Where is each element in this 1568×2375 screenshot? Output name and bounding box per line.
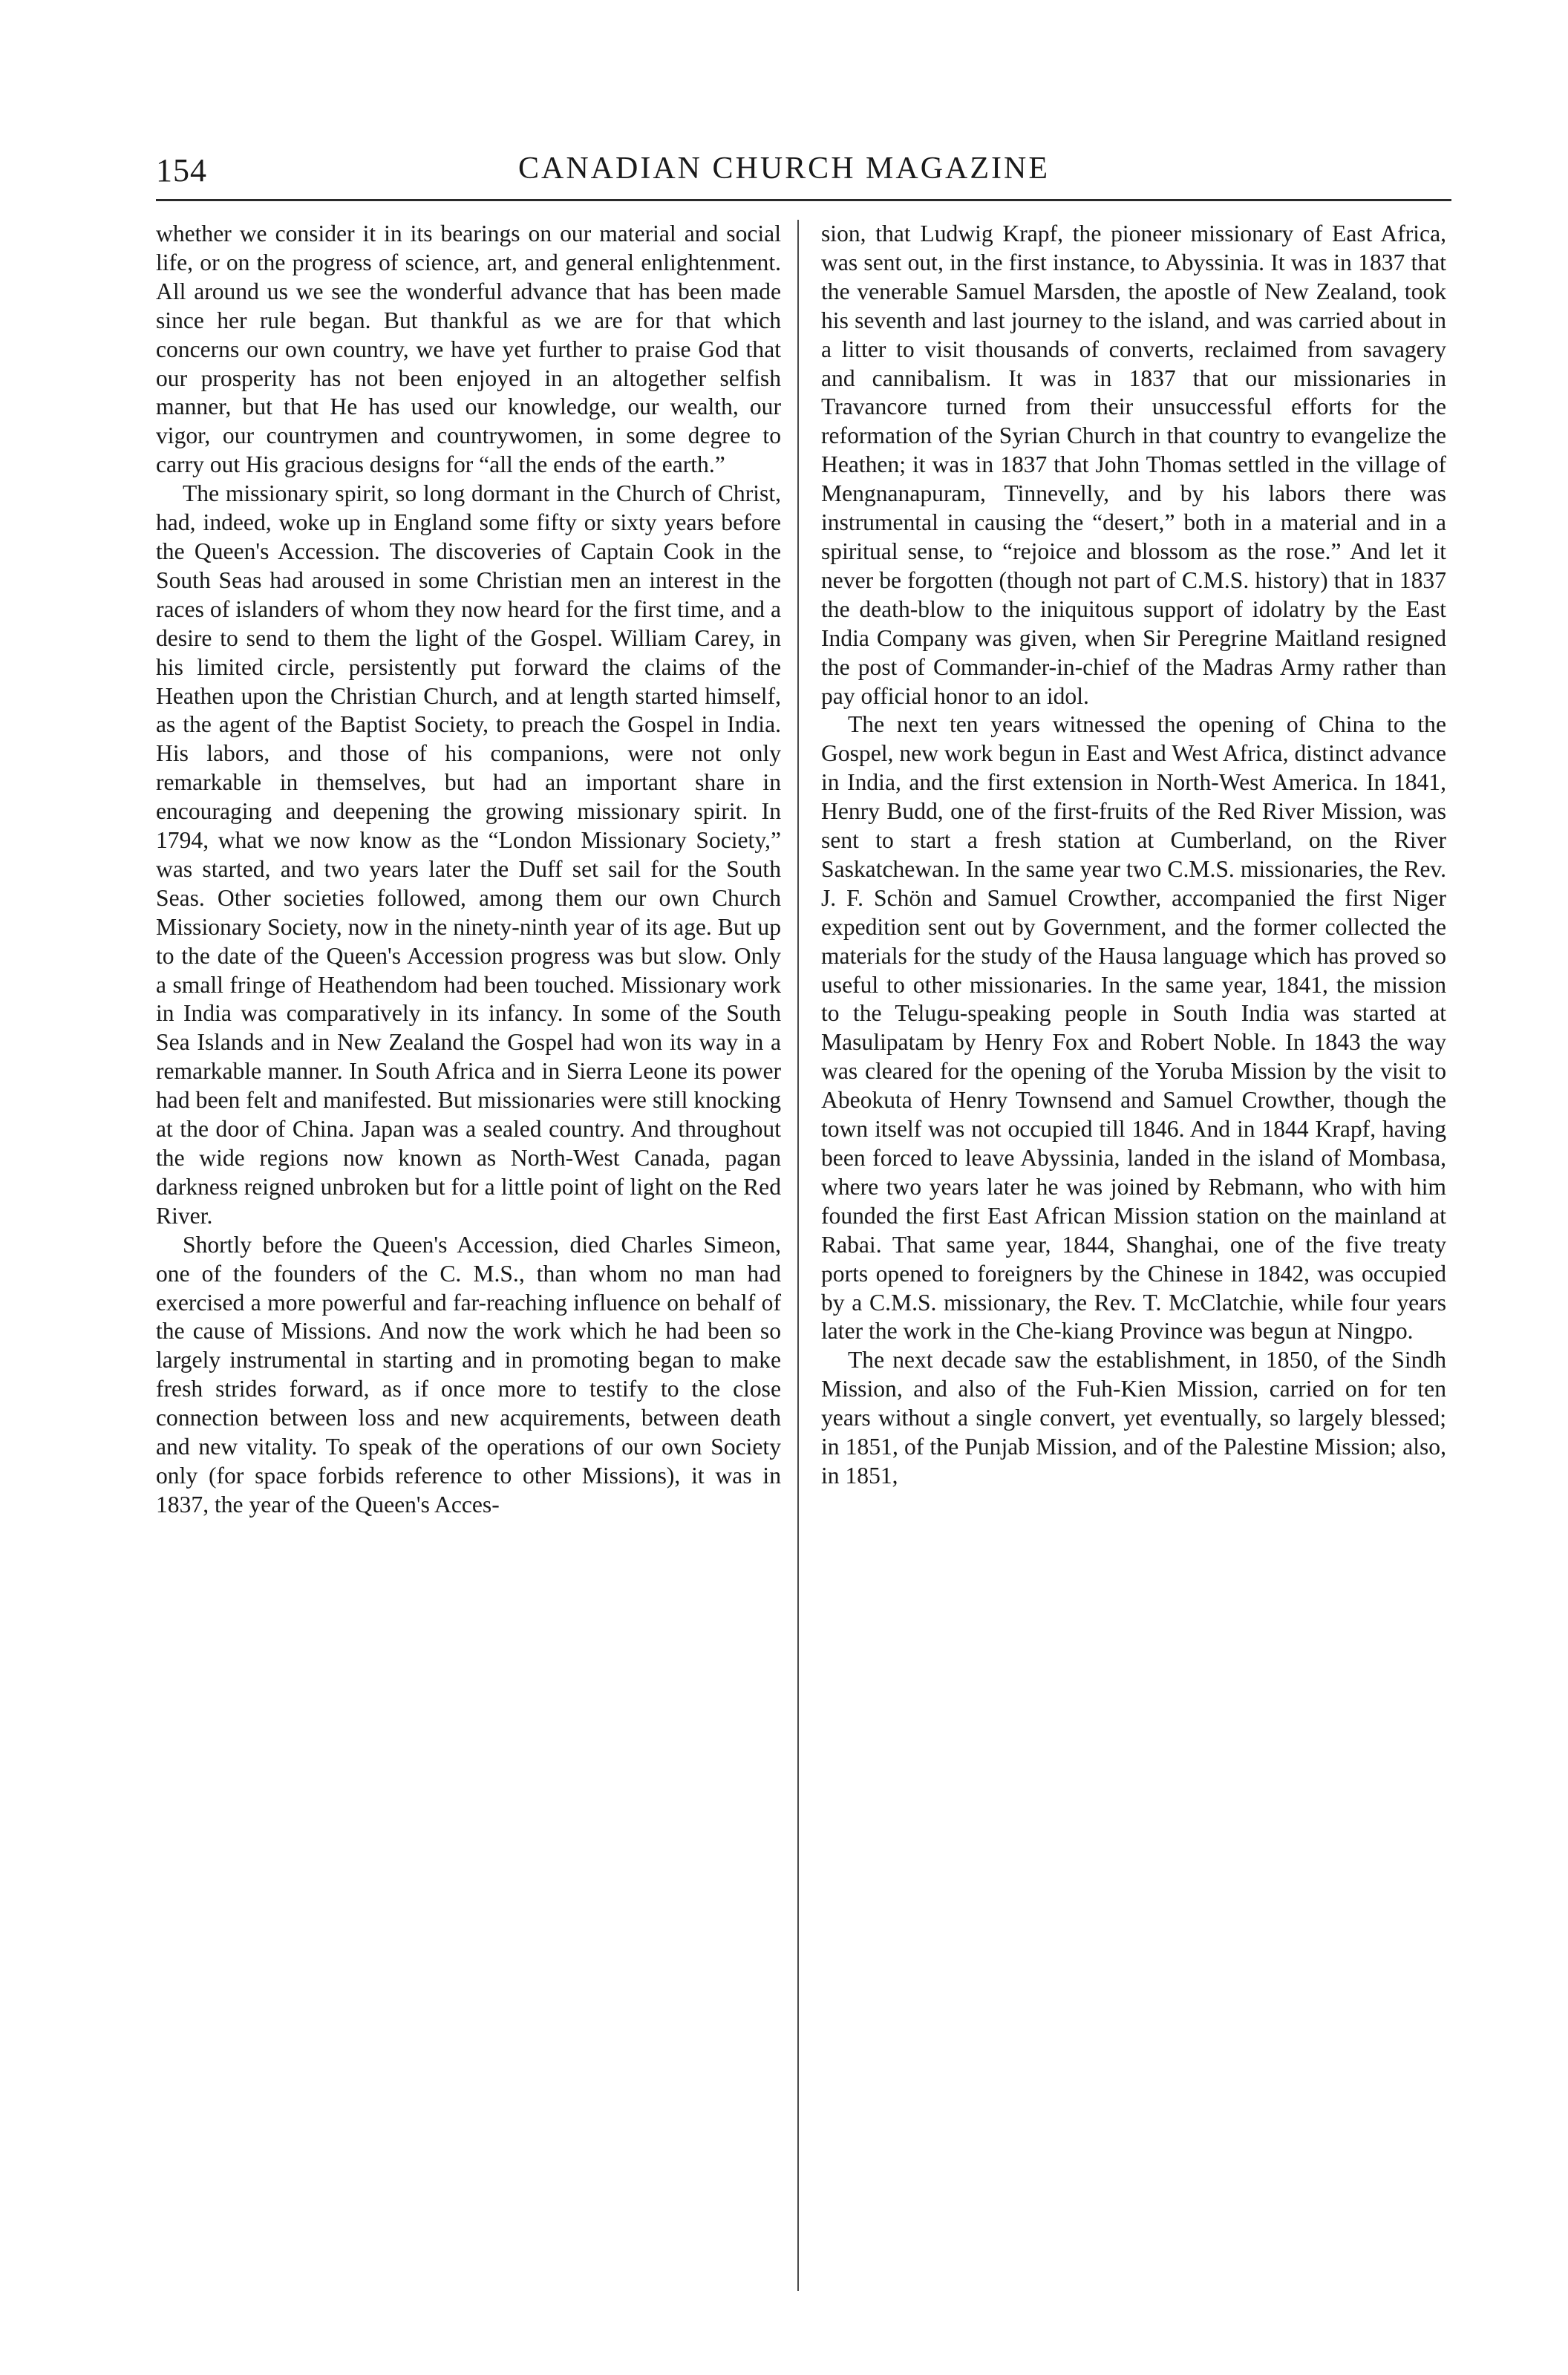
column-divider: [797, 220, 799, 2291]
header-rule: [156, 199, 1451, 201]
paragraph: The missionary spirit, so long dormant in the Church of Christ, had, indeed, woke up in England some fifty or sixty years before the Queen's Accession. The discoveries of Captain Cook in the South Seas had aroused in some Christian men an interest in the races of islanders of whom they now heard for the first time, and a desire to send to them the light of the Gospel. William Carey, in his limited circle, persistently put forward the claims of the Heathen upon the Christian Church, and at length started himself, as the agent of the Baptist Society, to preach the Gospel in India. His labors, and those of his companions, were not only remarkable in themselves, but had an important share in encouraging and deepening the growing missionary spirit. In 1794, what we now know as the “London Missionary Society,” was started, and two years later the Duff set sail for the South Seas. Other societies followed, among them our own Church Missionary Society, now in the ninety-ninth year of its age. But up to the date of the Queen's Accession progress was but slow. Only a small fringe of Heathendom had been touched. Missionary work in India was comparatively in its infancy. In some of the South Sea Islands and in New Zealand the Gospel had won its way in a remarkable manner. In South Africa and in Sierra Leone its power had been felt and manifested. But missionaries were still knocking at the door of China. Japan was a sealed country. And throughout the wide regions now known as North-West Canada, pagan darkness reigned unbroken but for a little point of light on the Red River.: [156, 480, 781, 1229]
paragraph: whether we consider it in its bearings on our material and social life, or on the progress of science, art, and general enlightenment. All around us we see the wonderful advance that has been made since her rule began. But thankful as we are for that which concerns our own country, we have yet further to praise God that our prosperity has not been enjoyed in an altogether selfish manner, but that He has used our knowledge, our wealth, our vigor, our countrymen and countrywomen, in some degree to carry out His gracious designs for “all the ends of the earth.”: [156, 220, 781, 478]
left-column: [156, 220, 781, 1520]
paragraph: Shortly before the Queen's Accession, died Charles Simeon, one of the founders of the C. M.S., than whom no man had exercised a more powerful and far-reaching influence on behalf of the cause of Missions. And now the work which he had been so largely instrumental in starting and in promoting began to make fresh strides forward, as if once more to testify to the close connection between loss and new acquirements, between death and new vitality. To speak of the operations of our own Society only (for space forbids reference to other Missions), it was in 1837, the year of the Queen's Acces-: [156, 1231, 781, 1518]
running-head-title: CANADIAN CHURCH MAGAZINE: [518, 151, 1050, 186]
paragraph: sion, that Ludwig Krapf, the pioneer missionary of East Africa, was sent out, in the first instance, to Abyssinia. It was in 1837 that the venerable Samuel Marsden, the apostle of New Zealand, took his seventh and last journey to the island, and was carried about in a litter to visit thousands of converts, reclaimed from savagery and cannibalism. It was in 1837 that our missionaries in Travancore turned from their unsuccessful efforts for the reformation of the Syrian Church in that country to evangelize the Heathen; it was in 1837 that John Thomas settled in the village of Mengnanapuram, Tinnevelly, and by his labors there was instrumental in causing the “desert,” both in a material and in a spiritual sense, to “rejoice and blossom as the rose.” And let it never be forgotten (though not part of C.M.S. history) that in 1837 the death-blow to the iniquitous support of idolatry by the East India Company was given, when Sir Peregrine Maitland resigned the post of Commander-in-chief of the Madras Army rather than pay official honor to an idol.: [821, 220, 1446, 709]
paragraph: The next decade saw the establishment, in 1850, of the Sindh Mission, and also of the Fuh-Kien Mission, carried on for ten years without a single convert, yet eventually, so largely blessed; in 1851, of the Punjab Mission, and of the Palestine Mission; also, in 1851,: [821, 1347, 1446, 1489]
paragraph: The next ten years witnessed the opening of China to the Gospel, new work begun in East and West Africa, distinct advance in India, and the first extension in North-West America. In 1841, Henry Budd, one of the first-fruits of the Red River Mission, was sent to start a fresh station at Cumberland, on the River Saskatchewan. In the same year two C.M.S. missionaries, the Rev. J. F. Schön and Samuel Crowther, accompanied the first Niger expedition sent out by Government, and the former collected the materials for the study of the Hausa language which has proved so useful to other missionaries. In the same year, 1841, the mission to the Telugu-speaking people in South India was started at Masulipatam by Henry Fox and Robert Noble. In 1843 the way was cleared for the opening of the Yoruba Mission by the visit to Abeokuta of Henry Townsend and Samuel Crowther, though the town itself was not occupied till 1846. And in 1844 Krapf, having been forced to leave Abyssinia, landed in the island of Mombasa, where two years later he was joined by Rebmann, who with him founded the first East African Mission station on the mainland at Rabai. That same year, 1844, Shanghai, one of the five treaty ports opened to foreigners by the Chinese in 1842, was occupied by a C.M.S. missionary, the Rev. T. McClatchie, while four years later the work in the Che-kiang Province was begun at Ningpo.: [821, 711, 1446, 1345]
page-number: 154: [156, 152, 207, 189]
right-column: [821, 220, 1446, 1491]
